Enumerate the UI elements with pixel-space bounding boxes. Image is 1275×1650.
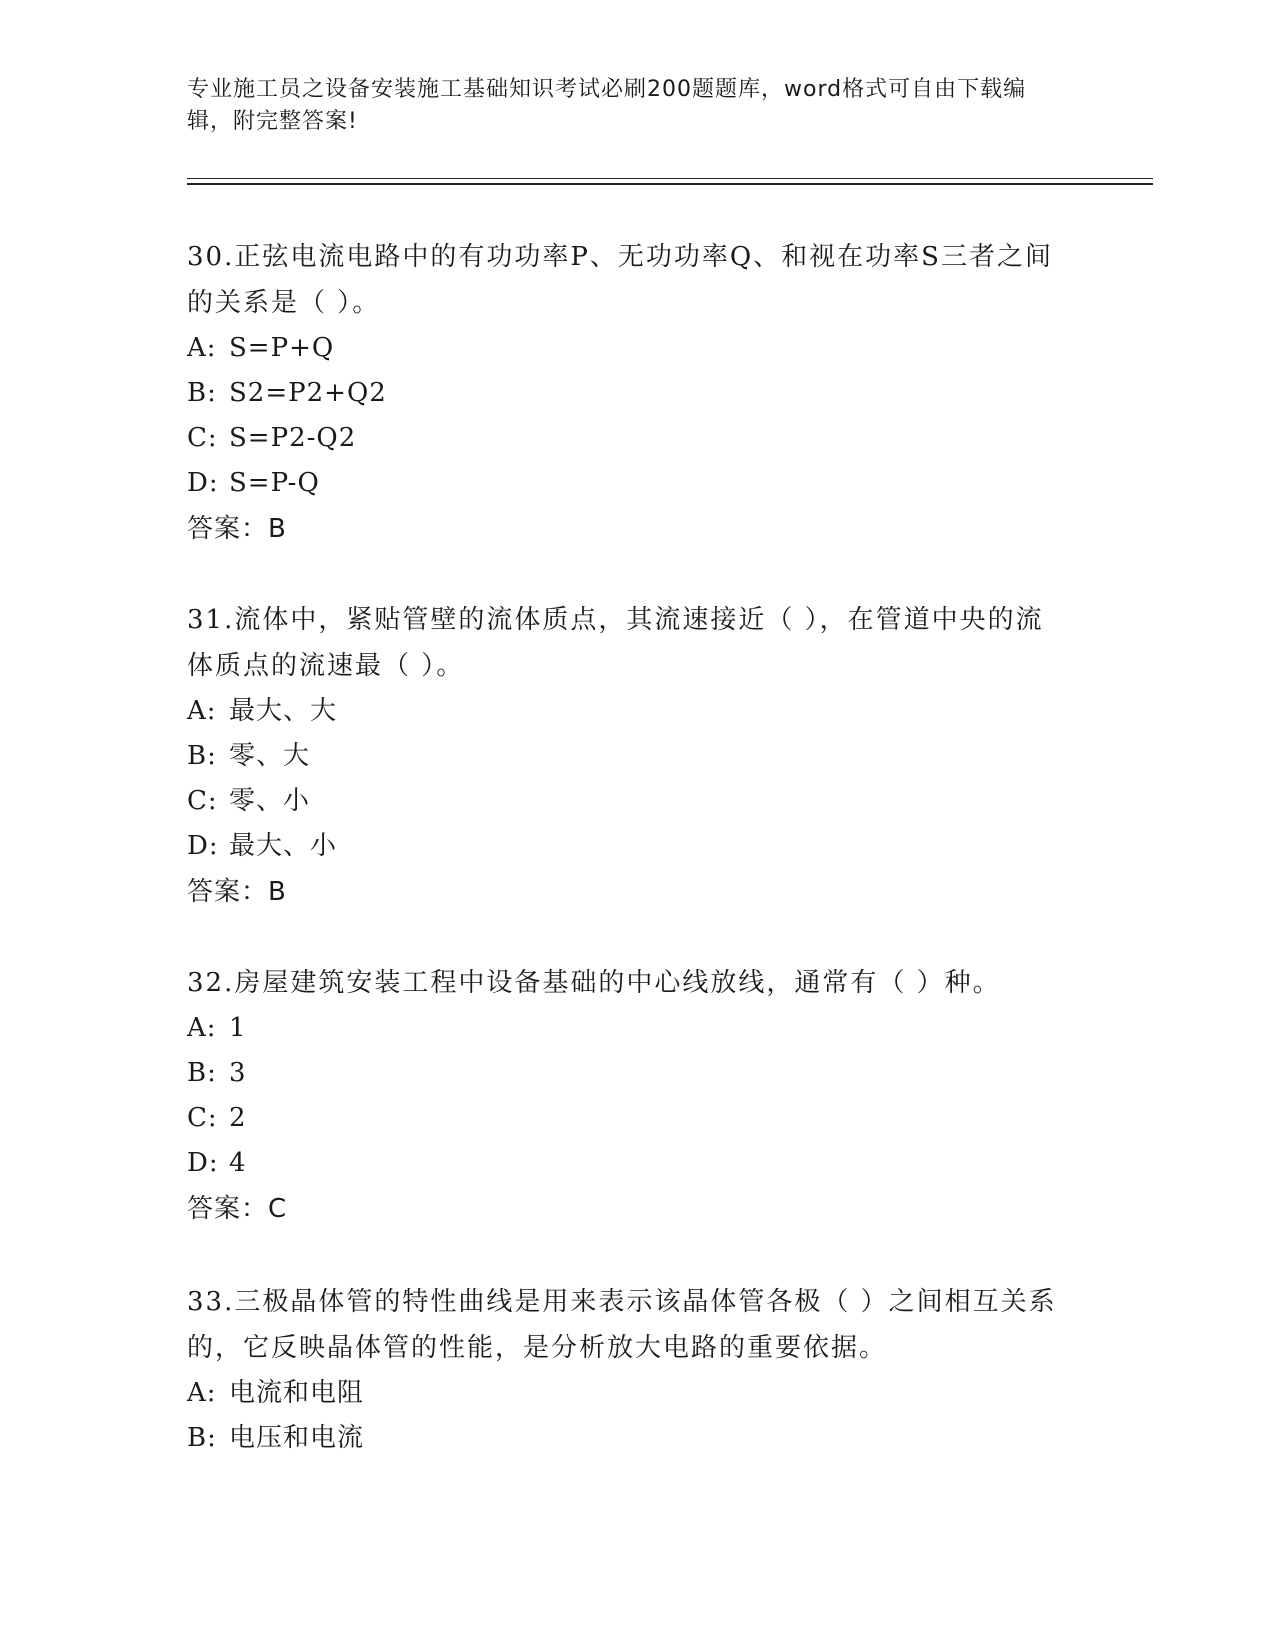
option-letter: C:: [187, 423, 218, 453]
option-text: 零、小: [229, 786, 311, 816]
option-letter: C:: [187, 1103, 218, 1133]
option-b: [187, 734, 1067, 779]
question-33: [187, 1279, 1067, 1461]
option-letter: A:: [187, 696, 217, 726]
option-a: [187, 689, 1067, 734]
option-text: S=P-Q: [229, 468, 320, 498]
option-b: [187, 1051, 1067, 1096]
option-letter: A:: [187, 1378, 217, 1408]
option-letter: B:: [187, 741, 217, 771]
option-text: 最大、大: [229, 696, 338, 726]
option-letter: D:: [187, 831, 219, 861]
header-divider-bottom: [187, 183, 1153, 185]
question-stem: 33.三极晶体管的特性曲线是用来表示该晶体管各极（ ）之间相互关系的，它反映晶体管的性能，是分析放大电路的重要依据。: [187, 1287, 1057, 1363]
option-c: [187, 779, 1067, 824]
question-stem: 30.正弦电流电路中的有功功率P、无功功率Q、和视在功率S三者之间的关系是（ ）。: [187, 242, 1053, 318]
option-text: 1: [229, 1013, 247, 1043]
option-b: [187, 371, 1067, 416]
option-letter: A:: [187, 333, 217, 363]
option-text: S2=P2+Q2: [229, 378, 387, 408]
option-text: 零、大: [229, 741, 311, 771]
option-letter: D:: [187, 468, 219, 498]
option-letter: B:: [187, 378, 217, 408]
option-a: [187, 1006, 1067, 1051]
document-header: 专业施工员之设备安装施工基础知识考试必刷200题题库，word格式可自由下载编辑，附完整答案!: [187, 77, 1027, 134]
option-a: [187, 326, 1067, 371]
option-d: [187, 461, 1067, 506]
option-text: 2: [229, 1103, 247, 1133]
option-c: [187, 416, 1067, 461]
option-a: [187, 1371, 1067, 1416]
option-letter: D:: [187, 1148, 219, 1178]
question-stem: 31.流体中，紧贴管壁的流体质点，其流速接近（ ），在管道中央的流体质点的流速最（ ）。: [187, 605, 1044, 681]
answer-label: 答案：B: [187, 514, 287, 544]
option-letter: A:: [187, 1013, 217, 1043]
option-b: [187, 1416, 1067, 1461]
option-d: [187, 1141, 1067, 1186]
option-text: 最大、小: [229, 831, 338, 861]
answer-label: 答案：B: [187, 877, 287, 907]
answer-label: 答案：C: [187, 1194, 288, 1224]
question-32: [187, 960, 1067, 1232]
question-stem: 32.房屋建筑安装工程中设备基础的中心线放线，通常有（ ）种。: [187, 968, 1001, 998]
option-letter: B:: [187, 1423, 217, 1453]
header-divider-top: [187, 178, 1153, 179]
option-text: 4: [229, 1148, 247, 1178]
option-text: 电流和电阻: [229, 1378, 365, 1408]
option-text: 电压和电流: [229, 1423, 365, 1453]
question-30: [187, 234, 1067, 552]
option-text: S=P2-Q2: [229, 423, 357, 453]
option-d: [187, 824, 1067, 869]
option-letter: C:: [187, 786, 218, 816]
question-31: [187, 597, 1067, 915]
option-c: [187, 1096, 1067, 1141]
option-text: 3: [229, 1058, 247, 1088]
option-letter: B:: [187, 1058, 217, 1088]
option-text: S=P+Q: [229, 333, 335, 363]
